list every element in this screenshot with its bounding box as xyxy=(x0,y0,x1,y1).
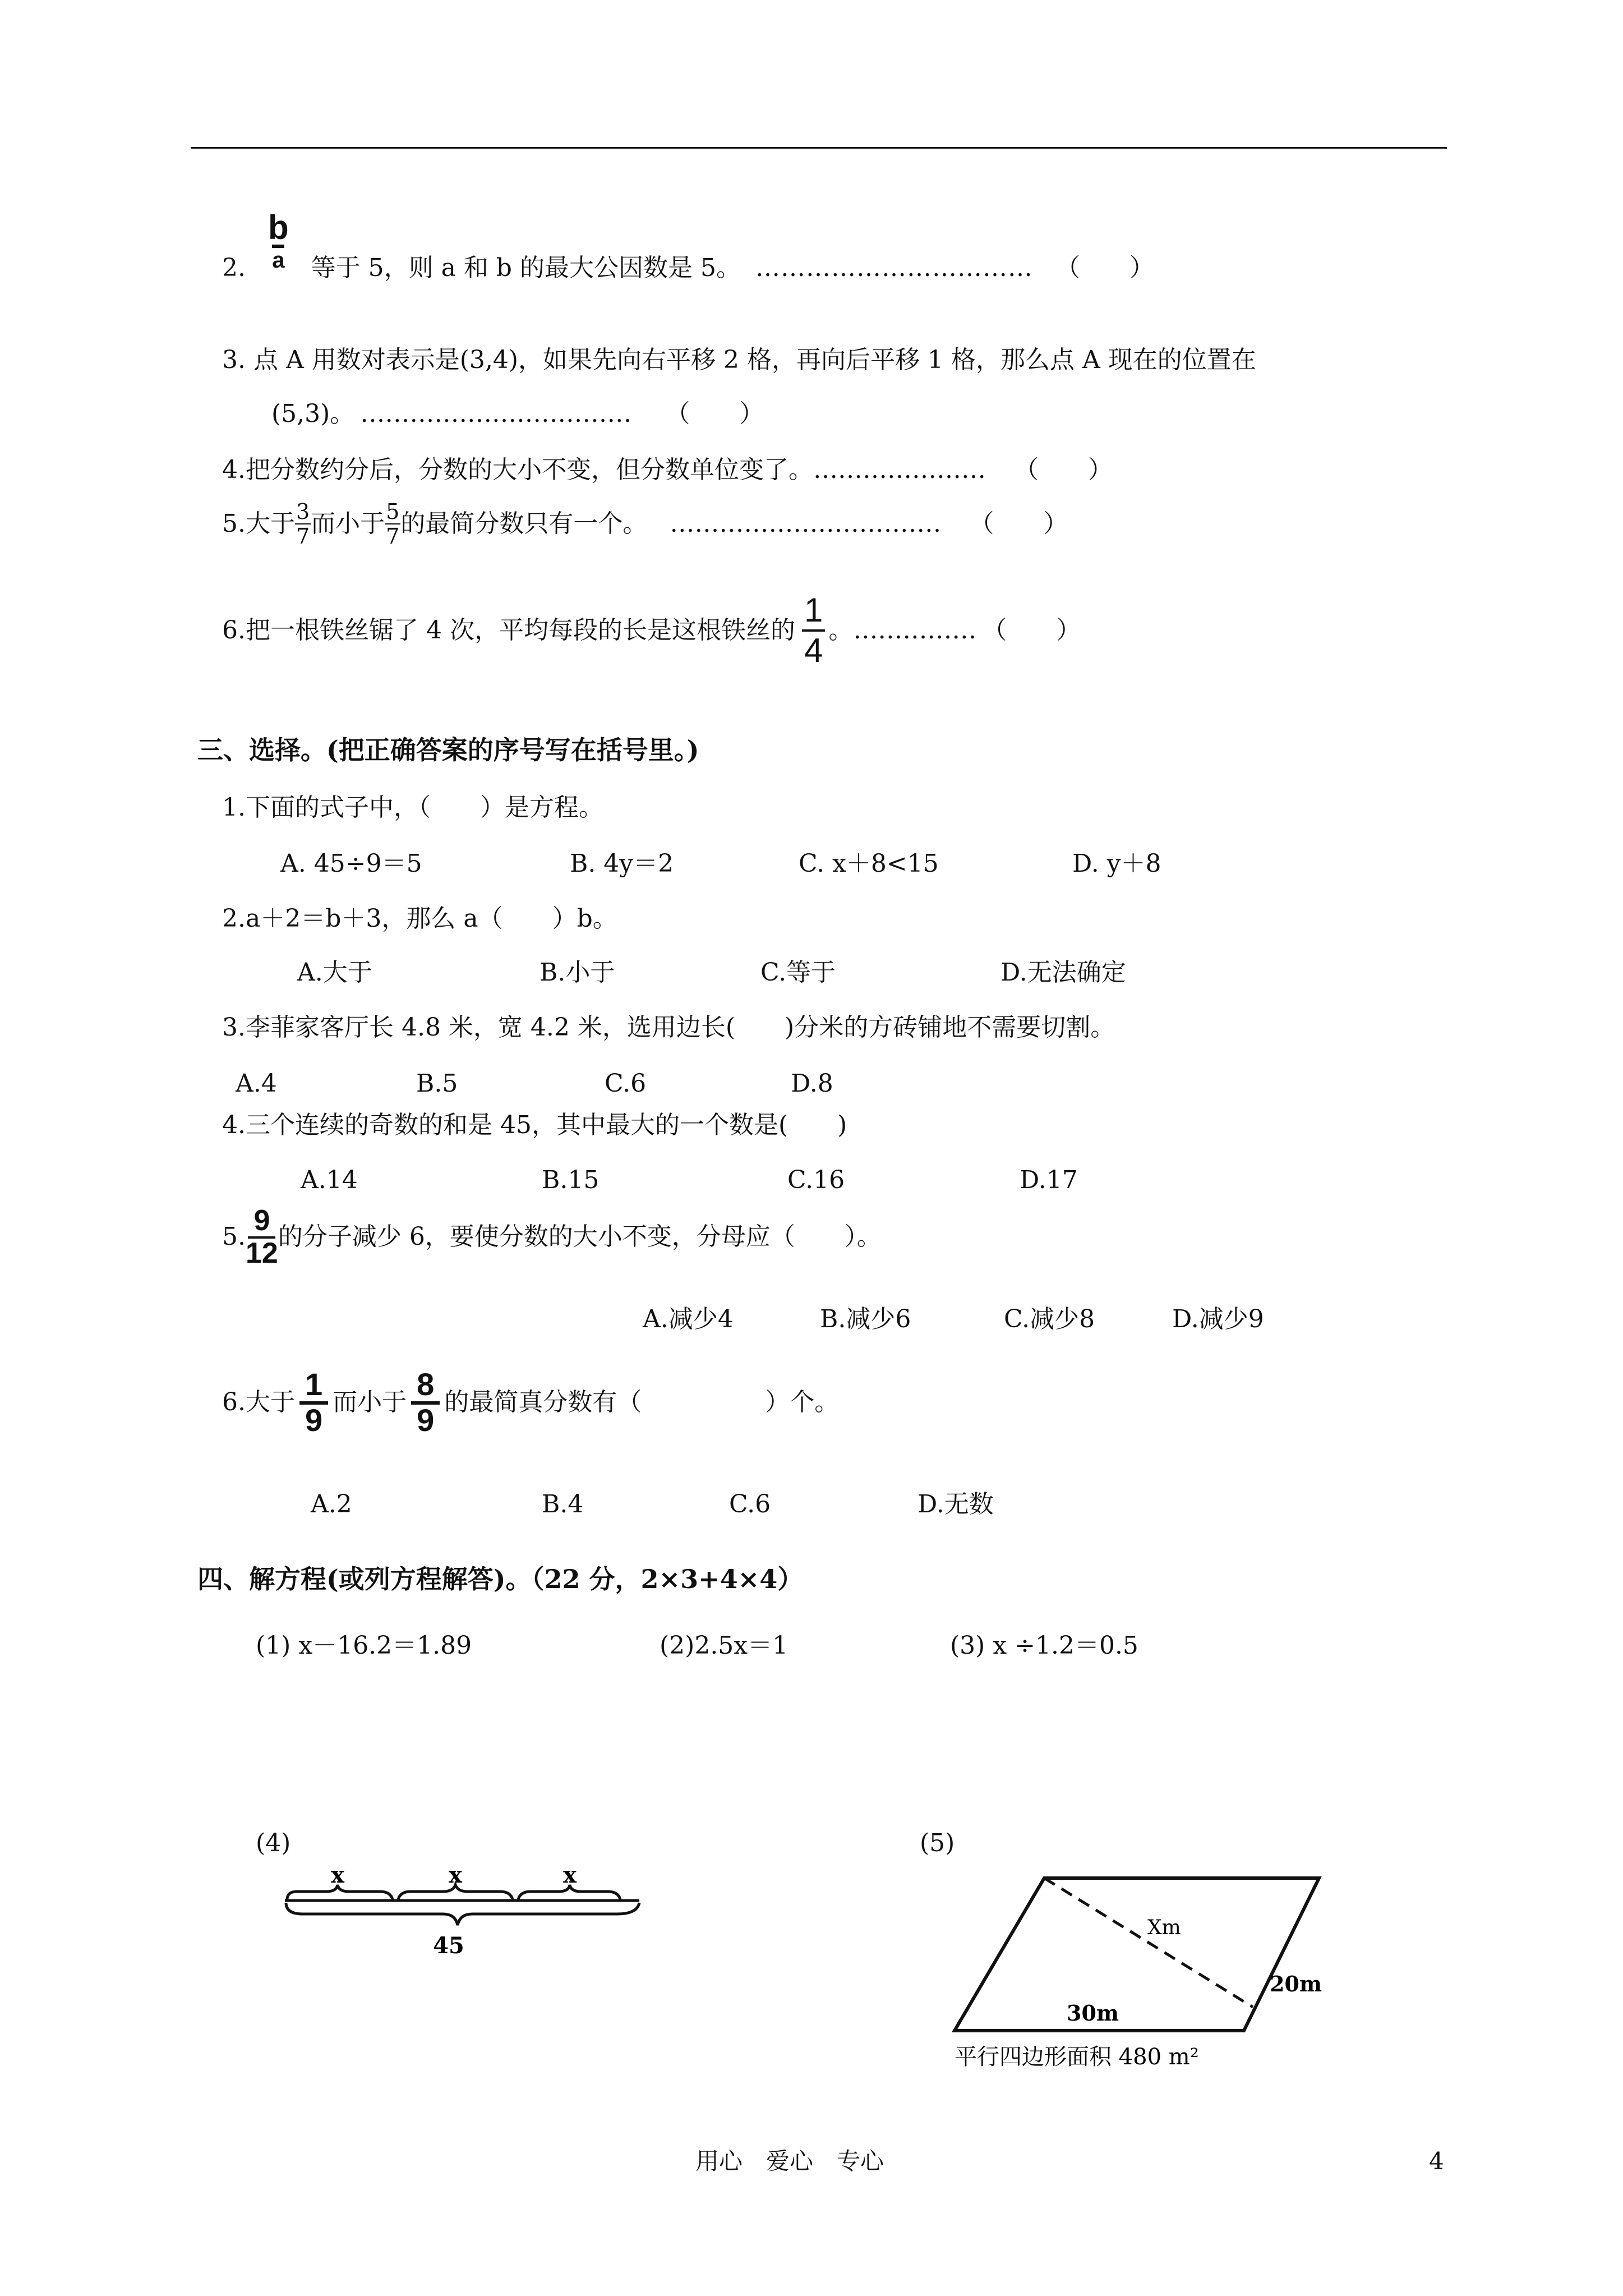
judge-q4-text: 4.把分数约分后，分数的大小不变，但分数单位变了。 xyxy=(222,455,813,484)
choice-q6 xyxy=(222,1366,840,1438)
choice-q6-fraction-1-num: 1 xyxy=(299,1369,328,1405)
equation-3: (3) x ÷1.2＝0.5 xyxy=(950,1631,1138,1660)
problem-5-caption: 平行四边形面积 480 m² xyxy=(955,2044,1199,2070)
problem-4-bottom-brace xyxy=(286,1903,639,1925)
judge-q5-fraction-1 xyxy=(295,501,311,547)
choice-q5-pre: 5. xyxy=(222,1222,246,1251)
choice-q3-option-c[interactable]: C.6 xyxy=(605,1069,647,1098)
choice-q5-option-c[interactable]: C.减少8 xyxy=(1004,1305,1095,1333)
choice-q5 xyxy=(222,1206,882,1268)
footer-center: 用心 爱心 专心 xyxy=(695,2147,884,2175)
judge-q6-dots: …………… xyxy=(853,616,977,645)
choice-q1-option-c[interactable]: C. x＋8<15 xyxy=(799,849,939,878)
problem-5-base-label: 30m xyxy=(1067,2000,1119,2026)
judge-q5 xyxy=(222,501,1068,547)
section4-title: 四、解方程(或列方程解答)。（22 分，2×3+4×4） xyxy=(197,1564,804,1594)
problem-4-x1: x xyxy=(331,1862,344,1888)
choice-q4-option-a[interactable]: A.14 xyxy=(301,1166,358,1194)
page-number: 4 xyxy=(1429,2147,1444,2175)
choice-q4-text: 4.三个连续的奇数的和是 45，其中最大的一个数是( ) xyxy=(222,1111,847,1139)
judge-q2-answer-paren[interactable]: （ ） xyxy=(1055,254,1154,282)
problem-4-x3: x xyxy=(563,1862,577,1888)
judge-q5-fraction-2-num: 5 xyxy=(386,499,400,524)
choice-q5-post: 的分子减少 6，要使分数的大小不变，分母应（ ）。 xyxy=(278,1222,882,1251)
judge-q5-mid: 而小于 xyxy=(311,509,385,538)
choice-q6-option-d[interactable]: D.无数 xyxy=(917,1490,994,1519)
problem-4-top-brace-1 xyxy=(287,1885,393,1899)
choice-q2-option-c[interactable]: C.等于 xyxy=(760,958,836,987)
choice-q1-option-d[interactable]: D. y＋8 xyxy=(1072,849,1161,878)
judge-q3-answer-paren[interactable]: （ ） xyxy=(665,399,764,428)
choice-q6-post: 的最简真分数有（ ）个。 xyxy=(444,1388,840,1416)
problem-4-total: 45 xyxy=(433,1932,464,1959)
choice-q6-option-a[interactable]: A.2 xyxy=(311,1490,352,1519)
choice-q6-fraction-2-den: 9 xyxy=(417,1402,435,1438)
judge-q5-fraction-1-den: 7 xyxy=(296,524,310,549)
judge-q5-fraction-2 xyxy=(385,501,400,547)
choice-q4-option-d[interactable]: D.17 xyxy=(1020,1166,1078,1194)
header-rule xyxy=(191,147,1447,149)
problem-4-label: (4) xyxy=(256,1829,291,1857)
problem-5-diagonal xyxy=(1044,1878,1253,2007)
judge-q6-post: 。 xyxy=(828,616,854,645)
problem-5-parallelogram xyxy=(955,1878,1319,2031)
judge-q2-number: 2. xyxy=(222,254,246,282)
choice-q5-fraction-den: 12 xyxy=(245,1237,278,1269)
judge-q3-line2 xyxy=(271,399,764,428)
judge-q6-fraction-num: 1 xyxy=(802,593,825,632)
choice-q2-text: 2.a＋2＝b＋3，那么 a（ ）b。 xyxy=(222,904,617,933)
choice-q4-option-b[interactable]: B.15 xyxy=(542,1166,600,1194)
judge-q2 xyxy=(222,209,1154,282)
choice-q2-option-b[interactable]: B.小于 xyxy=(540,958,615,987)
choice-q3-option-b[interactable]: B.5 xyxy=(416,1069,458,1098)
problem-4-top-brace-3 xyxy=(518,1885,620,1899)
judge-q3-line1: 3. 点 A 用数对表示是(3,4)，如果先向右平移 2 格，再向后平移 1 格，那么点 A 现在的位置在 xyxy=(222,346,1256,374)
choice-q5-fraction-num: 9 xyxy=(248,1206,275,1239)
problem-4-x2: x xyxy=(449,1862,462,1888)
judge-q2-dots: …………………………… xyxy=(755,254,1033,282)
choice-q3-option-a[interactable]: A.4 xyxy=(236,1069,277,1098)
problem-4-top-brace-2 xyxy=(398,1885,513,1899)
equation-1: (1) x－16.2＝1.89 xyxy=(256,1631,472,1660)
choice-q5-option-a[interactable]: A.减少4 xyxy=(643,1305,734,1333)
judge-q6-fraction xyxy=(802,593,825,668)
problem-5-diagram xyxy=(942,1862,1335,2076)
equation-2: (2)2.5x＝1 xyxy=(660,1631,789,1660)
choice-q6-fraction-1 xyxy=(299,1366,328,1438)
judge-q2-fraction-den: a xyxy=(272,245,284,272)
choice-q5-fraction xyxy=(246,1206,278,1268)
choice-q6-fraction-1-den: 9 xyxy=(305,1402,323,1438)
judge-q6-fraction-den: 4 xyxy=(804,632,823,669)
judge-q3-line2-text: (5,3)。 xyxy=(271,399,355,428)
problem-5-label: (5) xyxy=(920,1829,955,1857)
judge-q5-answer-paren[interactable]: （ ） xyxy=(969,509,1068,538)
judge-q5-dots: …………………………… xyxy=(670,509,942,538)
judge-q4-answer-paren[interactable]: （ ） xyxy=(1013,455,1113,484)
choice-q1-option-a[interactable]: A. 45÷9＝5 xyxy=(280,849,422,878)
choice-q2-option-d[interactable]: D.无法确定 xyxy=(1000,958,1126,987)
choice-q6-fraction-2 xyxy=(411,1366,440,1438)
judge-q2-fraction-num: b xyxy=(268,209,289,246)
judge-q6-pre: 6.把一根铁丝锯了 4 次，平均每段的长是这根铁丝的 xyxy=(222,616,795,645)
judge-q4-dots: ………………… xyxy=(813,455,986,484)
choice-q5-option-b[interactable]: B.减少6 xyxy=(820,1305,911,1333)
choice-q2-option-a[interactable]: A.大于 xyxy=(297,958,372,987)
problem-4-diagram xyxy=(280,1862,662,1986)
choice-q6-option-b[interactable]: B.4 xyxy=(542,1490,584,1519)
judge-q5-fraction-1-num: 3 xyxy=(296,499,310,524)
choice-q6-option-c[interactable]: C.6 xyxy=(729,1490,771,1519)
problem-5-side-label: 20m xyxy=(1270,1971,1322,1996)
choice-q3-option-d[interactable]: D.8 xyxy=(791,1069,833,1098)
judge-q3-dots: …………………………… xyxy=(360,399,632,428)
judge-q2-text: 等于 5，则 a 和 b 的最大公因数是 5。 xyxy=(311,254,741,282)
choice-q1-option-b[interactable]: B. 4y＝2 xyxy=(570,849,674,878)
judge-q6-answer-paren[interactable]: （ ） xyxy=(982,616,1081,645)
choice-q5-option-d[interactable]: D.减少9 xyxy=(1172,1305,1264,1333)
choice-q6-pre: 6.大于 xyxy=(222,1388,295,1416)
choice-q6-fraction-2-num: 8 xyxy=(411,1369,440,1405)
judge-q2-fraction xyxy=(266,211,291,272)
choice-q4-option-c[interactable]: C.16 xyxy=(787,1166,845,1194)
section3-title: 三、选择。(把正确答案的序号写在括号里。) xyxy=(197,735,699,765)
judge-q5-fraction-2-den: 7 xyxy=(386,524,400,549)
judge-q5-post: 的最简分数只有一个。 xyxy=(400,509,648,538)
problem-5-diag-label: Xm xyxy=(1147,1916,1181,1939)
choice-q3-text: 3.李菲家客厅长 4.8 米，宽 4.2 米，选用边长( )分米的方砖铺地不需要切割。 xyxy=(222,1013,1115,1042)
choice-q1-text: 1.下面的式子中，（ ）是方程。 xyxy=(222,793,603,822)
judge-q4 xyxy=(222,455,1113,484)
judge-q6 xyxy=(222,593,1081,668)
judge-q5-pre: 5.大于 xyxy=(222,509,295,538)
choice-q6-mid: 而小于 xyxy=(333,1388,407,1416)
